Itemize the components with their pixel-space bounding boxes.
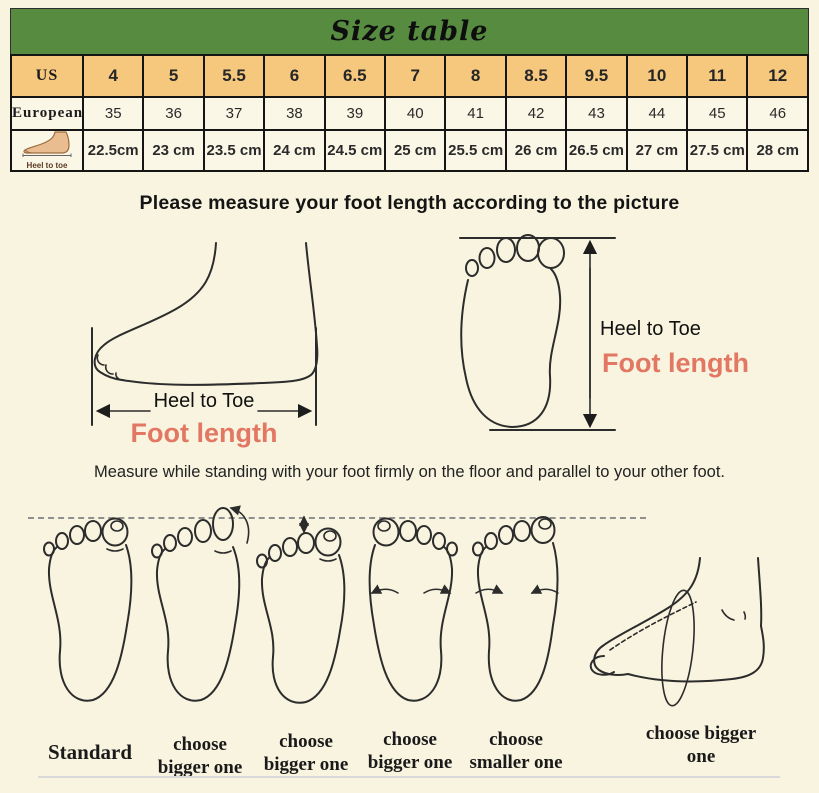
size-cell: 46 (747, 97, 808, 130)
sole-view-foot-length-label: Foot length (602, 348, 749, 378)
standing-measure-note: Measure while standing with your foot firmly on the floor and parallel to your other foot. (94, 463, 725, 481)
sole-view-heel-to-toe-label: Heel to Toe (600, 318, 701, 340)
size-cell: 43 (566, 97, 626, 130)
size-cell: 12 (747, 55, 808, 97)
size-cell: 37 (204, 97, 264, 130)
size-cell: 41 (445, 97, 505, 130)
measure-instruction-heading: Please measure your foot length according to the picture (139, 192, 680, 214)
heel-to-toe-icon-label: Heel to toe (26, 161, 68, 170)
size-cell: 28 cm (747, 130, 808, 171)
fit-guide-foot-toe-gap (248, 505, 358, 735)
size-cell: 8 (445, 55, 505, 97)
size-cell: 39 (325, 97, 385, 130)
size-cell: 26 cm (506, 130, 566, 171)
us-size-row (11, 55, 808, 97)
size-cell: 38 (264, 97, 324, 130)
size-table-header (10, 8, 809, 55)
size-cell: 8.5 (506, 55, 566, 97)
heel-to-toe-header-cell (11, 130, 83, 171)
size-cell: 5 (143, 55, 203, 97)
size-cell: 45 (687, 97, 747, 130)
fit-guide-foot-wide (356, 505, 466, 735)
us-row-header: US (11, 55, 83, 97)
size-cell: 6.5 (325, 55, 385, 97)
size-cell: 24.5 cm (325, 130, 385, 171)
size-cell: 40 (385, 97, 445, 130)
size-cell: 9.5 (566, 55, 626, 97)
size-cell: 5.5 (204, 55, 264, 97)
foot-sole-view-diagram (450, 228, 790, 460)
size-cell: 11 (687, 55, 747, 97)
fit-guide-foot-long-toe (143, 505, 253, 735)
side-view-heel-to-toe-label: Heel to Toe (153, 390, 255, 412)
foot-side-view-diagram (58, 233, 368, 461)
size-cell: 25 cm (385, 130, 445, 171)
fit-guide-foot-high-instep (580, 552, 795, 742)
fit-guide-label-bigger-3: choose bigger one (367, 729, 453, 774)
size-cell: 36 (143, 97, 203, 130)
heel-to-toe-foot-icon (20, 131, 74, 161)
fit-guide-foot-narrow (462, 505, 572, 735)
size-table-title: Size table (330, 16, 489, 47)
size-cell: 23.5 cm (204, 130, 264, 171)
foot-length-row (11, 130, 808, 171)
fit-guide-label-bigger-1: choose bigger one (157, 734, 243, 779)
size-cell: 44 (627, 97, 687, 130)
fit-guide-label-smaller: choose smaller one (469, 729, 563, 774)
size-cell: 23 cm (143, 130, 203, 171)
bottom-divider (38, 776, 780, 778)
size-table (10, 54, 809, 172)
fit-guide-label-standard: Standard (47, 740, 133, 764)
size-cell: 42 (506, 97, 566, 130)
fit-guide-label-bigger-4: choose bigger one (645, 723, 757, 768)
size-cell: 7 (385, 55, 445, 97)
size-cell: 10 (627, 55, 687, 97)
size-cell: 4 (83, 55, 143, 97)
size-cell: 27 cm (627, 130, 687, 171)
size-cell: 22.5cm (83, 130, 143, 171)
size-cell: 6 (264, 55, 324, 97)
size-cell: 27.5 cm (687, 130, 747, 171)
size-cell: 26.5 cm (566, 130, 626, 171)
european-row-header: European (11, 97, 83, 130)
size-cell: 25.5 cm (445, 130, 505, 171)
side-view-foot-length-label: Foot length (130, 418, 278, 448)
size-cell: 35 (83, 97, 143, 130)
european-size-row (11, 97, 808, 130)
fit-guide-label-bigger-2: choose bigger one (263, 731, 349, 776)
size-cell: 24 cm (264, 130, 324, 171)
fit-guide-foot-standard (35, 505, 145, 735)
